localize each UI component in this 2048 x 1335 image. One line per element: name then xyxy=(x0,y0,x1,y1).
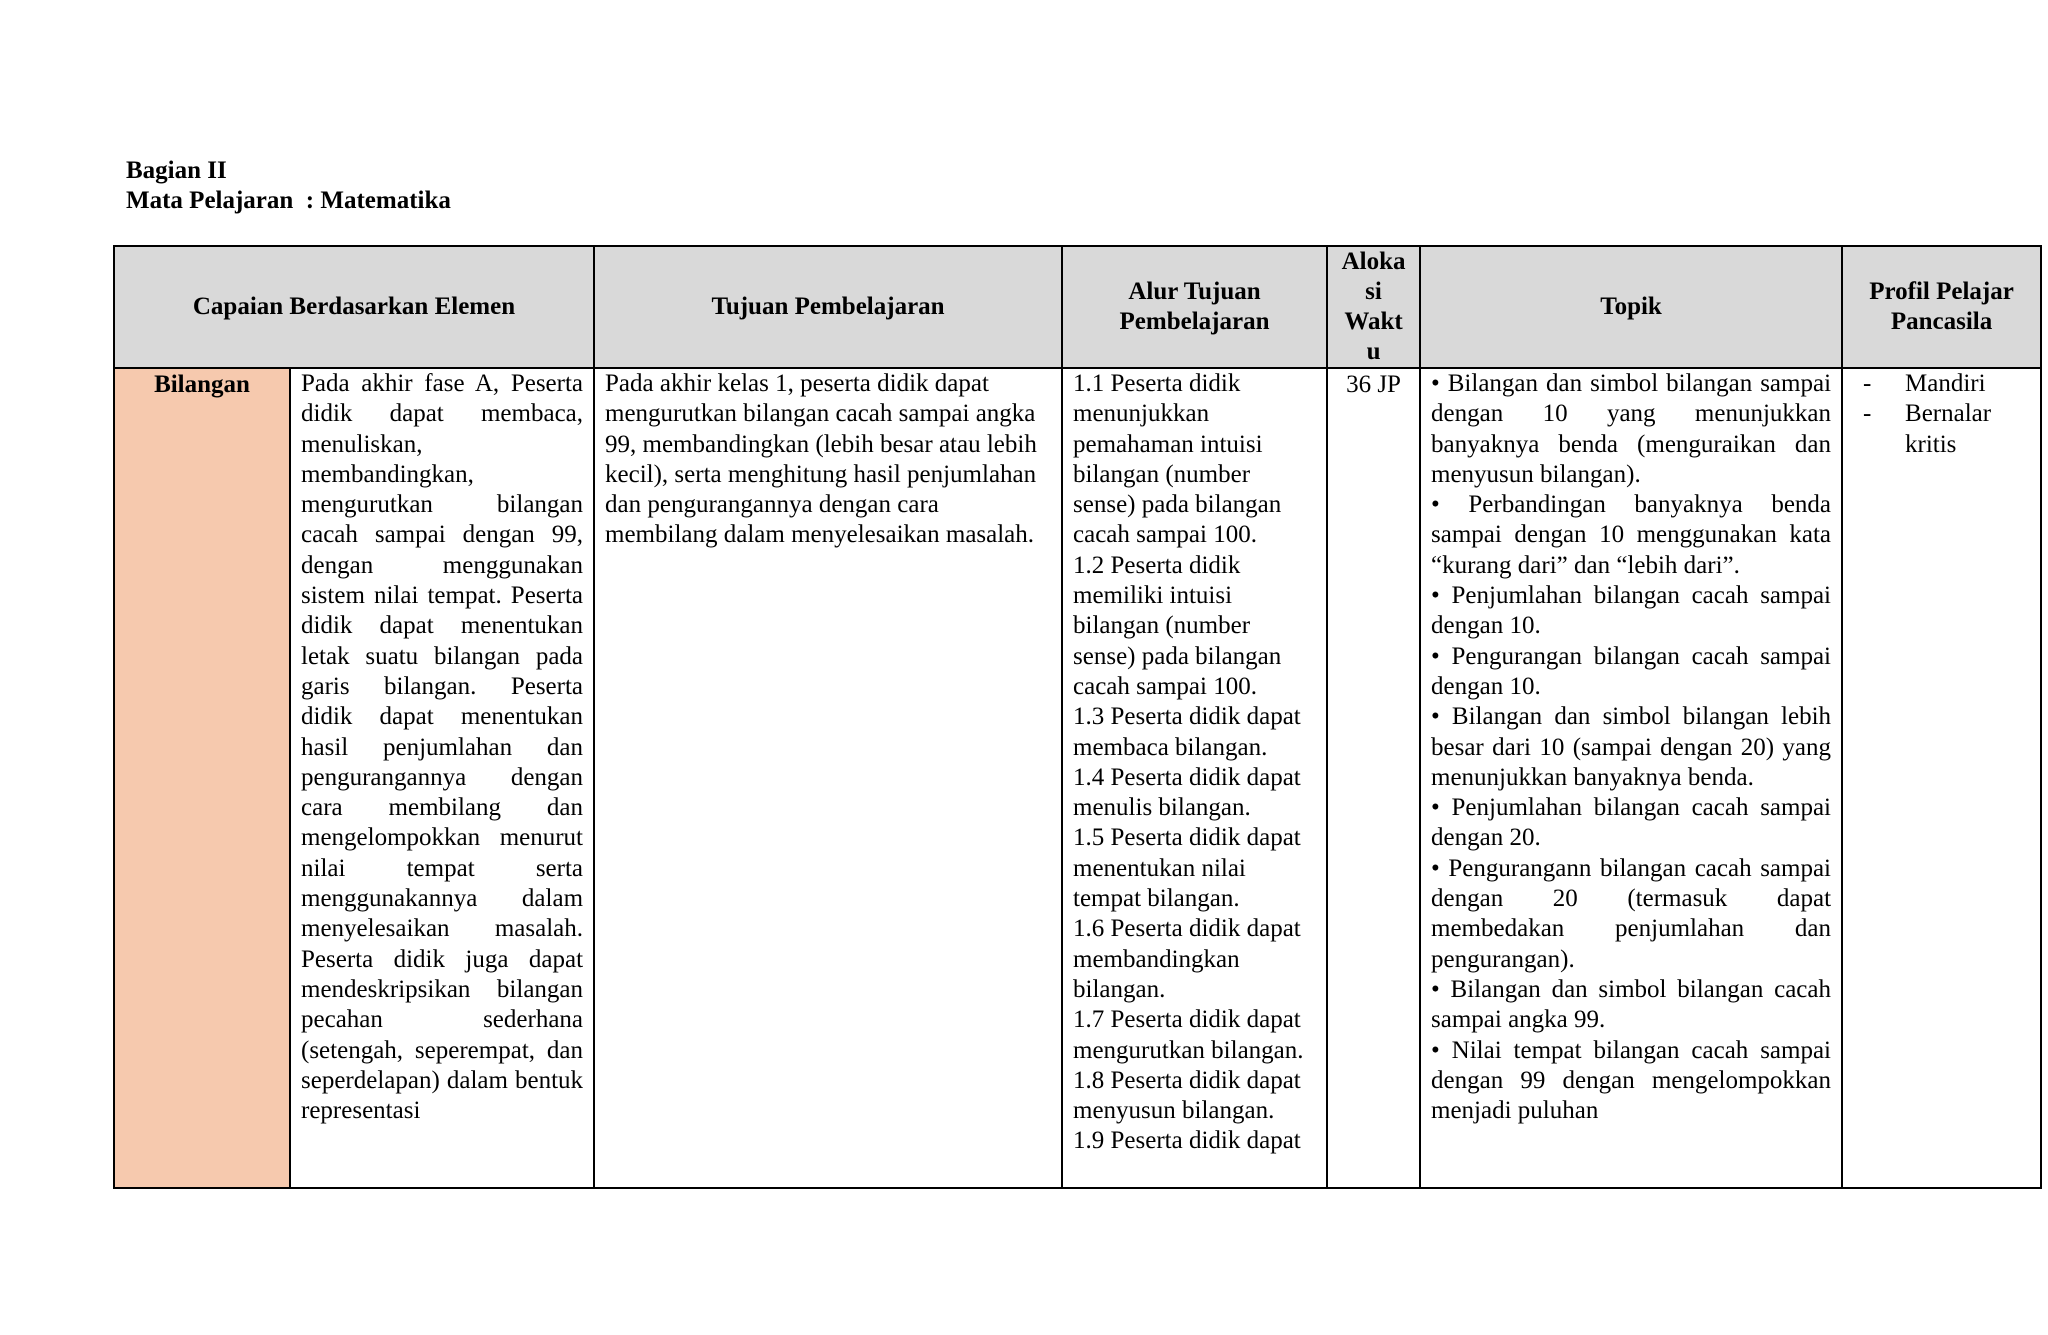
alur-item: 1.8 Peserta didik dapat menyusun bilangan. xyxy=(1073,1066,1301,1125)
alur-item: 1.7 Peserta didik dapat mengurutkan bilangan. xyxy=(1073,1006,1304,1064)
header-tujuan: Tujuan Pembelajaran xyxy=(594,246,1062,368)
dash-marker: - xyxy=(1863,370,1872,397)
header-topik: Topik xyxy=(1420,246,1842,368)
header-alur: Alur Tujuan Pembelajaran xyxy=(1062,246,1327,368)
subject-label: Mata Pelajaran : Matematika xyxy=(126,187,451,214)
list-item xyxy=(1863,399,2030,460)
list-item: • Perbandingan banyaknya benda sampai dengan 10 menggunakan kata “kurang dari” dan “lebih dari”. xyxy=(1431,491,1832,579)
alur-item: 1.2 Peserta didik memiliki intuisi bilangan (number sense) pada bilangan cacah sampai 100. xyxy=(1073,551,1282,700)
table-header-row xyxy=(114,246,2041,368)
list-item xyxy=(1863,369,2030,399)
table-row xyxy=(114,368,2041,1188)
header-alokasi: Aloka si Wakt u xyxy=(1327,246,1420,368)
alur-item: 1.3 Peserta didik dapat membaca bilangan. xyxy=(1073,703,1301,761)
alur-item: 1.6 Peserta didik dapat membandingkan bilangan. xyxy=(1073,915,1301,1003)
list-item: • Nilai tempat bilangan cacah sampai dengan 99 dengan mengelompokkan menjadi puluhan xyxy=(1431,1036,1832,1125)
profil-label: Mandiri xyxy=(1905,370,1986,397)
list-item: • Penjumlahan bilangan cacah sampai dengan 10. xyxy=(1431,582,1832,640)
list-item: • Bilangan dan simbol bilangan cacah sampai angka 99. xyxy=(1431,975,1832,1034)
alur-item: 1.4 Peserta didik dapat menulis bilangan. xyxy=(1073,763,1301,822)
profil-cell xyxy=(1842,368,2041,1188)
capaian-cell: Pada akhir fase A, Peserta didik dapat membaca, menuliskan, membandingkan, mengurutkan bilangan cacah sampai dengan 99, dengan menggunakan sistem nilai tempat. Peserta didik dapat menentukan letak suatu bilangan pada garis bilangan. Peserta didik dapat menentukan hasil penjumlahan dan pengurangannya dengan cara membilang dan mengelompokkan menurut nilai tempat serta menggunakannya dalam menyelesaikan masalah. Peserta didik juga dapat mendeskripsikan bilangan pecahan sederhana (setengah, seperempat, dan seperdelapan) dalam bentuk representasi xyxy=(290,368,594,1188)
page-heading xyxy=(126,156,451,216)
list-item: • Pengurangann bilangan cacah sampai dengan 20 (termasuk dapat membedakan penjumlahan dan pengurangan). xyxy=(1431,854,1832,973)
list-item: • Bilangan dan simbol bilangan sampai dengan 10 yang menunjukkan banyaknya benda (menguraikan dan menyusun bilangan). xyxy=(1431,370,1832,488)
alur-item: 1.5 Peserta didik dapat menentukan nilai tempat bilangan. xyxy=(1073,824,1301,913)
alur-item: 1.9 Peserta didik dapat xyxy=(1073,1127,1301,1155)
alur-item: 1.1 Peserta didik menunjukkan pemahaman intuisi bilangan (number sense) pada bilangan cacah sampai 100. xyxy=(1073,370,1282,549)
list-item: • Pengurangan bilangan cacah sampai dengan 10. xyxy=(1431,642,1832,700)
profil-label: Bernalar kritis xyxy=(1905,400,1992,458)
section-label: Bagian II xyxy=(126,157,227,184)
topik-cell xyxy=(1420,368,1842,1188)
tujuan-cell: Pada akhir kelas 1, peserta didik dapat mengurutkan bilangan cacah sampai angka 99, membandingkan (lebih besar atau lebih kecil), serta menghitung hasil penjumlahan dan pengurangannya dengan cara membilang dalam menyelesaikan masalah. xyxy=(594,368,1062,1188)
curriculum-table xyxy=(113,245,2042,1189)
header-capaian: Capaian Berdasarkan Elemen xyxy=(114,246,594,368)
list-item: • Penjumlahan bilangan cacah sampai dengan 20. xyxy=(1431,794,1832,852)
profil-list xyxy=(1853,369,2030,460)
alokasi-cell: 36 JP xyxy=(1327,368,1420,1188)
header-profil: Profil Pelajar Pancasila xyxy=(1842,246,2041,368)
list-item: • Bilangan dan simbol bilangan lebih besar dari 10 (sampai dengan 20) yang menunjukkan banyaknya benda. xyxy=(1431,703,1832,791)
dash-marker: - xyxy=(1863,400,1872,428)
alur-cell xyxy=(1062,368,1327,1188)
elemen-cell: Bilangan xyxy=(114,368,290,1188)
topik-list xyxy=(1431,369,1831,1126)
